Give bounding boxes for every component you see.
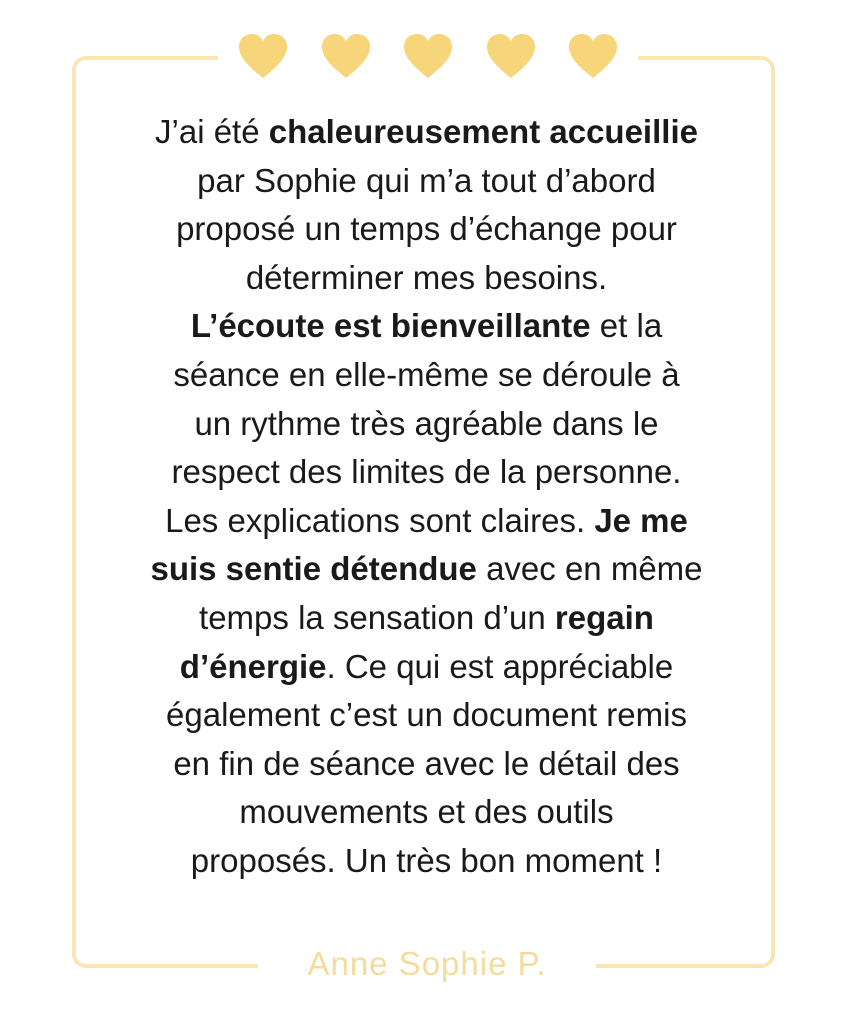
testimonial-line <box>100 205 753 254</box>
testimonial-line <box>100 740 753 789</box>
testimonial-line <box>100 400 753 449</box>
testimonial-line <box>100 254 753 303</box>
body-text: avec en même <box>476 550 703 588</box>
body-text: en fin de séance avec le détail des <box>173 744 680 782</box>
author-name: Anne Sophie P. <box>307 945 547 982</box>
heart-icon <box>321 33 371 79</box>
testimonial-line <box>100 691 753 740</box>
body-text: un rythme très agréable dans le <box>194 404 659 442</box>
body-text: mouvements et des outils <box>239 793 614 831</box>
body-text: et la <box>590 307 663 345</box>
highlight-text: regain <box>554 598 654 636</box>
highlight-text: L’écoute est bienveillante <box>190 307 591 345</box>
highlight-text: Je me <box>594 501 688 539</box>
testimonial-line <box>100 448 753 497</box>
testimonial-line <box>100 837 753 886</box>
highlight-text: d’énergie <box>179 647 327 685</box>
testimonial-line <box>100 108 753 157</box>
testimonial-line <box>100 157 753 206</box>
body-text: . Ce qui est appréciable <box>326 647 674 685</box>
heart-icon <box>568 33 618 79</box>
heart-icon <box>486 33 536 79</box>
author-container <box>258 936 596 992</box>
testimonial-line <box>100 302 753 351</box>
body-text: proposé un temps d’échange pour <box>176 210 677 248</box>
body-text: proposés. Un très bon moment ! <box>190 841 663 879</box>
body-text: déterminer mes besoins. <box>245 258 608 296</box>
highlight-text: chaleureusement accueillie <box>268 113 698 150</box>
heart-icon <box>403 33 453 79</box>
heart-icon <box>238 33 288 79</box>
testimonial-line <box>100 351 753 400</box>
testimonial-line <box>100 594 753 643</box>
testimonial-line <box>100 788 753 837</box>
body-text: également c’est un document remis <box>166 696 687 734</box>
body-text: par Sophie qui m’a tout d’abord <box>197 161 656 199</box>
testimonial-line <box>100 545 753 594</box>
testimonial-line <box>100 643 753 692</box>
body-text: temps la sensation d’un <box>199 598 555 636</box>
rating-hearts <box>218 26 638 86</box>
highlight-text: suis sentie détendue <box>150 550 477 588</box>
body-text: respect des limites de la personne. <box>171 453 682 491</box>
testimonial-line <box>100 497 753 546</box>
body-text: J’ai été <box>155 113 269 150</box>
body-text: Les explications sont claires. <box>165 501 595 539</box>
testimonial-text <box>100 108 753 886</box>
body-text: séance en elle-même se déroule à <box>173 355 680 393</box>
